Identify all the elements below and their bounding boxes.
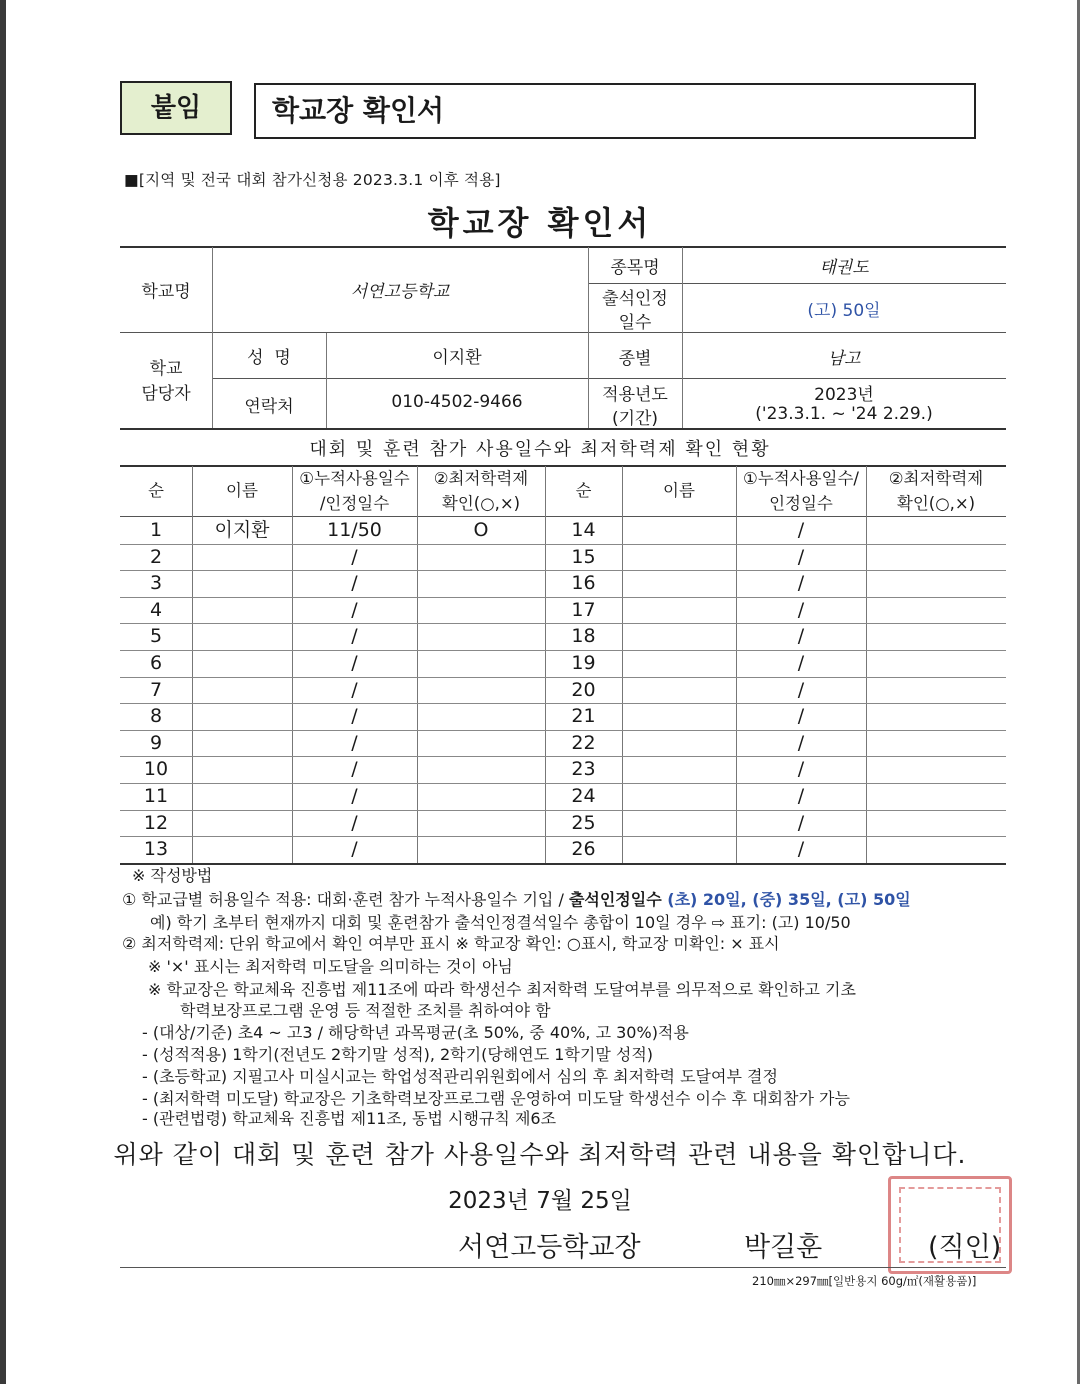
name-value: 이지환 (432, 348, 482, 368)
year-value-2: ('23.3.1. ~ '24 2.29.) (755, 404, 933, 424)
info-top-line (120, 246, 1006, 248)
detail-5: - (관련법령) 학교체육 진흥법 제11조, 동법 시행규칙 제6조 (142, 1109, 557, 1128)
note-1 (122, 890, 911, 910)
attend-label-2: 일수 (618, 313, 652, 333)
note-1-example: 예) 학기 초부터 현재까지 대회 및 훈련참가 출석인정결석일수 총합이 10일 경우 ⇨ 표기: (고) 10/50 (150, 913, 851, 932)
col-header-min-right-2: 확인(○,×) (896, 494, 976, 513)
row-days-right: / (797, 758, 805, 780)
col-header-min-1: ②최저학력제 (433, 469, 529, 488)
row-number-right: 21 (571, 705, 596, 727)
col-header-min-right-1: ②최저학력제 (888, 469, 984, 488)
name-label: 성 명 (247, 348, 291, 368)
issue-date: 2023년 7월 25일 (448, 1188, 632, 1214)
row-days: / (351, 546, 358, 568)
row-days-right: / (797, 679, 805, 701)
year-value-1: 2023년 (814, 385, 874, 405)
row-number: 5 (149, 625, 163, 647)
scope-note: ■[지역 및 전국 대회 참가신청용 2023.3.1 이후 적용] (124, 171, 501, 189)
row-number-right: 25 (571, 812, 596, 834)
table-divider (622, 466, 623, 863)
confirm-statement: 위와 같이 대회 및 훈련 참가 사용일수와 최저학력 관련 내용을 확인합니다. (113, 1140, 967, 1169)
row-days-right: / (797, 546, 805, 568)
row-number: 9 (149, 732, 163, 754)
principal-name: 박길훈 (744, 1232, 823, 1263)
col-header-days-right-2: 인정일수 (769, 494, 833, 513)
col-header-days-1: ①누적사용일수 (299, 469, 410, 488)
seal-label: (직인) (928, 1232, 1002, 1263)
info-bottom-line (120, 428, 1006, 430)
note-2: ② 최저학력제: 단위 학교에서 확인 여부만 표시 ※ 학교장 확인: ○표시, 학교장 미확인: × 표시 (122, 934, 780, 953)
row-number-right: 17 (571, 599, 596, 621)
row-days-right: / (797, 625, 805, 647)
table-title: 대회 및 훈련 참가 사용일수와 최저학력제 확인 현황 (309, 439, 771, 460)
event-value: 태권도 (819, 258, 869, 278)
detail-3: - (초등학교) 지필고사 미실시교는 학업성적관리위원회에서 심의 후 최저학력 도달여부 결정 (142, 1067, 778, 1086)
row-days: / (351, 652, 358, 674)
table-divider (866, 466, 867, 863)
row-days-right: / (797, 812, 805, 834)
row-days-right: / (797, 652, 805, 674)
row-number: 8 (149, 705, 163, 727)
row-days-right: / (797, 519, 805, 541)
school-head: 서연고등학교장 (458, 1232, 641, 1263)
row-number-right: 15 (571, 546, 596, 568)
note-1-bold: 출석인정일수 (568, 890, 662, 909)
row-days: / (351, 572, 358, 594)
row-days: / (351, 705, 358, 727)
attend-value: (고) 50일 (807, 301, 881, 321)
row-number: 11 (143, 785, 169, 807)
row-number: 7 (149, 679, 163, 701)
row-number: 12 (143, 812, 169, 834)
notes-heading: ※ 작성방법 (132, 866, 213, 885)
detail-2: - (성적적용) 1학기(전년도 2학기말 성적), 2학기(당해연도 1학기말 성적) (142, 1045, 654, 1064)
note-1-days: (초) 20일, (중) 35일, (고) 50일 (661, 890, 911, 909)
row-days: / (351, 785, 358, 807)
row-days: / (351, 838, 358, 860)
note-1-text: ① 학교급별 허용일수 적용: 대회·훈련 참가 누적사용일수 기입 / (122, 890, 569, 909)
attachment-tag: 붙임 (120, 81, 232, 135)
row-number: 13 (143, 838, 169, 860)
row-number: 1 (149, 519, 163, 541)
col-header-name: 이름 (226, 481, 258, 500)
paper-spec: 210㎜×297㎜[일반용지 60g/㎡(재활용품)] (752, 1274, 977, 1288)
gender-value: 남고 (827, 349, 861, 369)
row-days-right: / (797, 572, 805, 594)
box-title: 학교장 확인서 (254, 83, 976, 139)
row-number-right: 23 (571, 758, 596, 780)
row-days-right: / (797, 705, 805, 727)
col-header-min-2: 확인(○,×) (441, 494, 521, 513)
row-number: 6 (149, 652, 163, 674)
row-number: 2 (149, 546, 163, 568)
detail-4: - (최저학력 미도달) 학교장은 기초학력보장프로그램 운영하여 미도달 학생선수 이수 후 대회참가 가능 (142, 1089, 850, 1108)
detail-1: - (대상/기준) 초4 ~ 고3 / 해당학년 과목평균(초 50%, 중 40%, 고 30%)적용 (142, 1023, 689, 1042)
row-days-right: / (797, 838, 805, 860)
school-value: 서연고등학교 (350, 282, 450, 302)
note-2-a: ※ '×' 표시는 최저학력 미도달을 의미하는 것이 아님 (148, 957, 513, 976)
row-number-right: 20 (571, 679, 596, 701)
col-header-no-right: 순 (575, 481, 592, 500)
info-line (212, 378, 1006, 379)
row-days: / (351, 679, 358, 701)
year-label-2: (기간) (611, 409, 659, 429)
event-label: 종목명 (610, 258, 660, 278)
year-label-1: 적용년도 (602, 385, 668, 405)
row-number-right: 14 (571, 519, 596, 541)
row-number-right: 18 (571, 625, 596, 647)
footer-line (120, 1267, 1006, 1268)
row-number: 4 (149, 599, 163, 621)
info-line (120, 332, 1006, 333)
row-number-right: 22 (571, 732, 596, 754)
row-days: 11/50 (327, 519, 382, 541)
contact-label: 연락처 (244, 397, 294, 417)
row-number-right: 16 (571, 572, 596, 594)
row-name: 이지환 (214, 519, 270, 541)
row-days: / (351, 599, 358, 621)
row-days-right: / (797, 785, 805, 807)
manager-label-1: 학교 (149, 359, 183, 379)
row-days-right: / (797, 732, 805, 754)
col-header-name-right: 이름 (663, 481, 695, 500)
row-number: 10 (143, 758, 169, 780)
page-title: 학교장 확인서 (427, 204, 653, 242)
gender-label: 종별 (618, 349, 652, 369)
contact-value: 010-4502-9466 (391, 392, 523, 412)
table-bottom-line (120, 863, 1006, 865)
row-number-right: 19 (571, 652, 596, 674)
col-header-days-2: /인정일수 (319, 494, 390, 513)
row-days: / (351, 625, 358, 647)
row-days: / (351, 732, 358, 754)
note-2-b1: ※ 학교장은 학교체육 진흥법 제11조에 따라 학생선수 최저학력 도달여부를 의무적으로 확인하고 기초 (148, 980, 856, 999)
attend-label-1: 출석인정 (602, 289, 668, 309)
manager-label-2: 담당자 (141, 384, 191, 404)
note-2-b2: 학력보장프로그램 운영 등 적절한 조치를 취하여야 함 (180, 1001, 551, 1020)
row-days: / (351, 812, 358, 834)
school-label: 학교명 (141, 282, 191, 302)
col-header-no: 순 (148, 481, 164, 500)
row-days: / (351, 758, 358, 780)
col-header-days-right-1: ①누적사용일수/ (743, 469, 859, 488)
row-number-right: 26 (571, 838, 596, 860)
row-days-right: / (797, 599, 805, 621)
row-check: O (473, 519, 489, 541)
row-number-right: 24 (571, 785, 596, 807)
row-number: 3 (149, 572, 163, 594)
